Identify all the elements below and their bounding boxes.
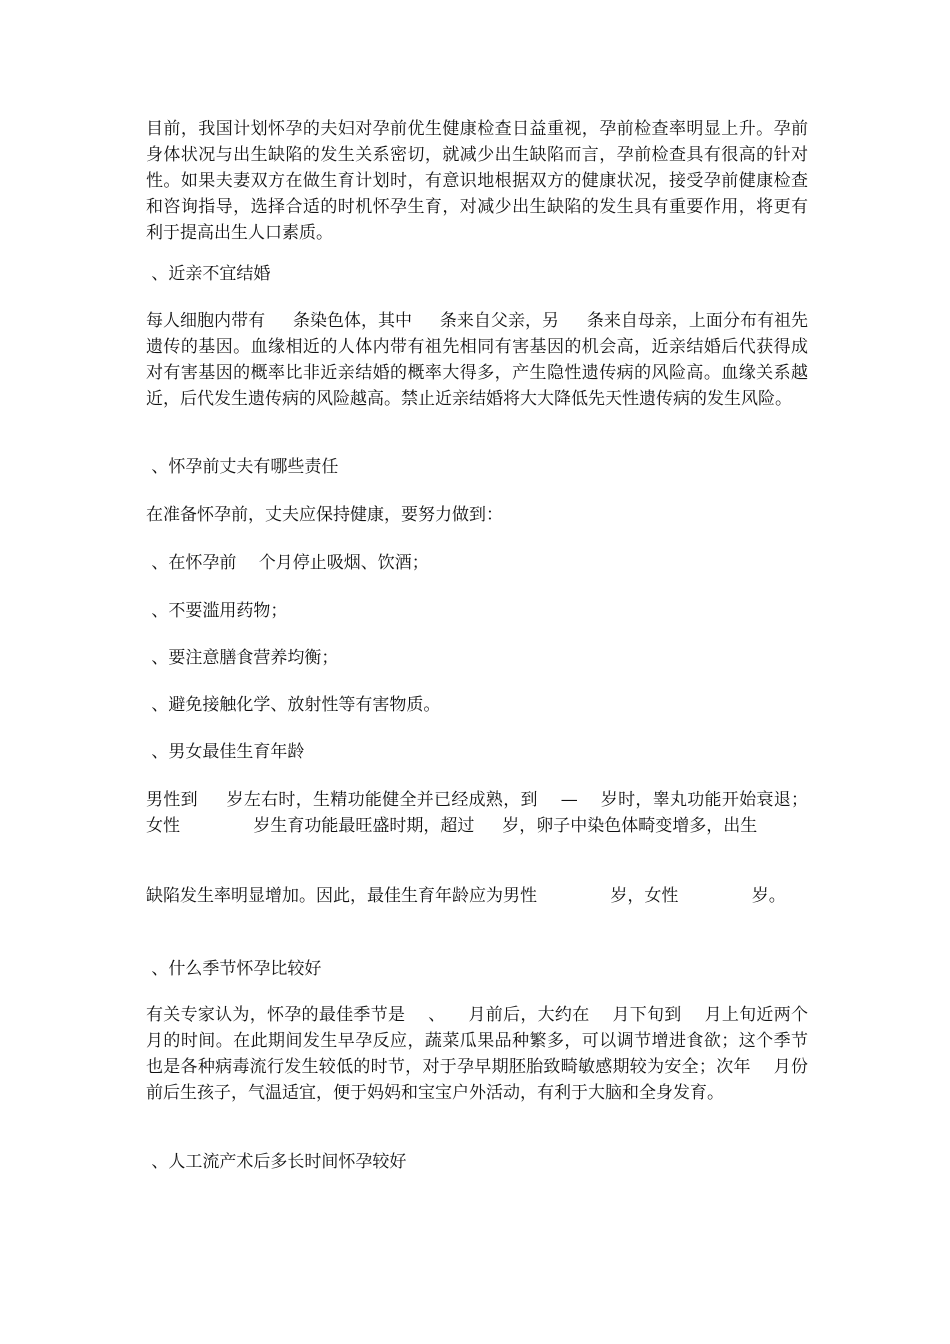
- section-heading-season: 、什么季节怀孕比较好: [146, 959, 322, 979]
- season-paragraph: 有关专家认为，怀孕的最佳季节是 、 月前后，大约在 月下旬到 月上旬近两个月的时间。在此期间发生早孕反应，蔬菜瓜果品种繁多，可以调节增进食欲；这个季节也是各种病毒流行发生较低的时节，对于孕早期胚胎致畸敏感期较为安全；次年 月份前后生孩子，气温适宜，便于妈妈和宝宝户外活动，有利于大脑和全身发育。: [146, 1005, 808, 1103]
- husband-list-item: 、不要滥用药物；: [146, 601, 288, 621]
- section-heading-husband: 、怀孕前丈夫有哪些责任: [146, 457, 339, 477]
- section-heading-age: 、男女最佳生育年龄: [146, 742, 305, 762]
- intro-paragraph: 目前，我国计划怀孕的夫妇对孕前优生健康检查日益重视，孕前检查率明显上升。孕前身体状况与出生缺陷的发生关系密切，就减少出生缺陷而言，孕前检查具有很高的针对性。如果夫妻双方在做生育计划时，有意识地根据双方的健康状况，接受孕前健康检查和咨询指导，选择合适的时机怀孕生育，对减少出生缺陷的发生具有重要作用，将更有利于提高出生人口素质。: [146, 119, 808, 243]
- husband-intro-paragraph: 在准备怀孕前，丈夫应保持健康，要努力做到：: [146, 505, 503, 525]
- consanguinity-paragraph: 每人细胞内带有 条染色体，其中 条来自父亲，另 条来自母亲，上面分布有祖先遗传的基因。血缘相近的人体内带有祖先相同有害基因的机会高，近亲结婚后代获得成对有害基因的概率比非近亲结婚的概率大得多，产生隐性遗传病的风险高。血缘关系越近，后代发生遗传病的风险越高。禁止近亲结婚将大大降低先天性遗传病的发生风险。: [146, 311, 808, 409]
- age-paragraph-part2: 缺陷发生率明显增加。因此，最佳生育年龄应为男性 岁，女性 岁。: [146, 886, 786, 906]
- husband-list-item: 、在怀孕前 个月停止吸烟、饮酒；: [146, 553, 429, 573]
- section-heading-abortion: 、人工流产术后多长时间怀孕较好: [146, 1152, 407, 1172]
- section-heading-consanguinity: 、近亲不宜结婚: [146, 264, 271, 284]
- husband-list-item: 、避免接触化学、放射性等有害物质。: [146, 695, 441, 715]
- husband-list-item: 、要注意膳食营养均衡；: [146, 648, 339, 668]
- age-paragraph-part1: 男性到 岁左右时，生精功能健全并已经成熟，到 — 岁时，睾丸功能开始衰退；女性 岁生育功能最旺盛时期，超过 岁，卵子中染色体畸变增多，出生: [146, 790, 808, 836]
